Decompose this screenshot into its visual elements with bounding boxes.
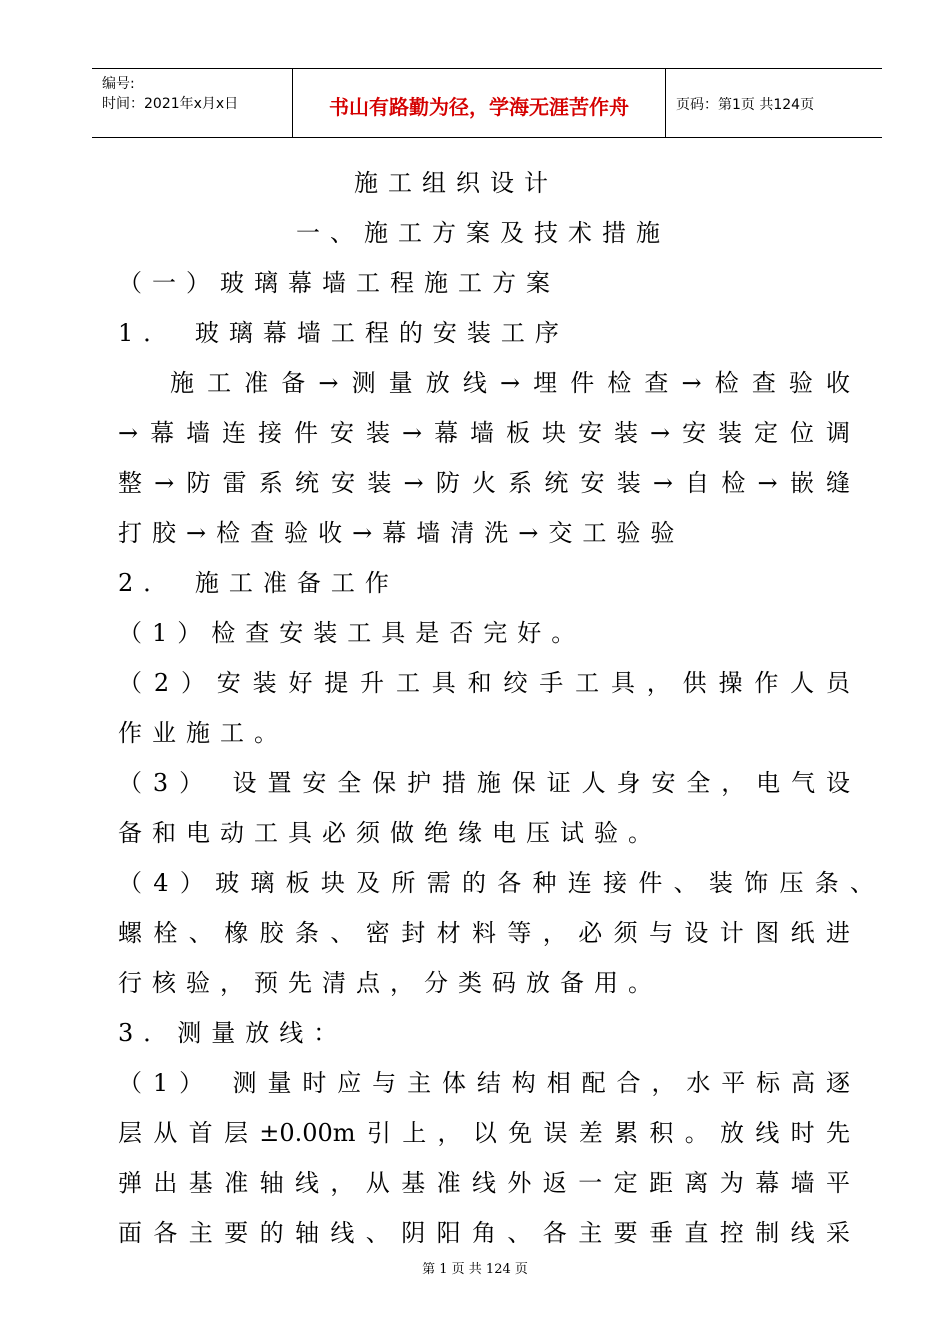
- document-title: 施工组织设计: [354, 169, 558, 197]
- paragraph-line: 作业施工。: [118, 719, 288, 747]
- document-time-label: 时间：2021年x月x日: [102, 96, 239, 112]
- item-1-heading: 1． 玻璃幕墙工程的安装工序: [118, 319, 569, 347]
- paragraph-line: 施工准备→测量放线→埋件检查→检查验收: [170, 369, 850, 397]
- paragraph-line: （4）玻璃板块及所需的各种连接件、装饰压条、: [118, 869, 874, 897]
- paragraph-line: 弹出基准轴线，从基准线外返一定距离为幕墙平: [118, 1169, 850, 1197]
- page-footer: 第 1 页 共 124 页: [422, 1262, 528, 1277]
- header-page-cell: [666, 69, 882, 137]
- paragraph-line: →幕墙连接件安装→幕墙板块安装→安装定位调: [118, 419, 850, 447]
- paragraph-line: 面各主要的轴线、阴阳角、各主要垂直控制线采: [118, 1219, 850, 1247]
- header-motto: 书山有路勤为径，学海无涯苦作舟: [329, 95, 629, 119]
- paragraph-line: （2）安装好提升工具和绞手工具，供操作人员: [118, 669, 850, 697]
- paragraph-line: 层从首层±0.00m引上，以免误差累积。放线时先: [118, 1119, 850, 1147]
- header-page-info: 页码：第1页 共124页: [676, 97, 815, 113]
- subsection-heading: （一）玻璃幕墙工程施工方案: [118, 269, 560, 297]
- paragraph-line: 行核验，预先清点，分类码放备用。: [118, 969, 662, 997]
- section-heading: 一、施工方案及技术措施: [296, 219, 670, 247]
- header-meta-cell: [92, 69, 293, 137]
- paragraph-line: （1） 测量时应与主体结构相配合，水平标高逐: [118, 1069, 850, 1097]
- document-number-label: 编号:: [102, 76, 135, 92]
- paragraph-line: （3） 设置安全保护措施保证人身安全，电气设: [118, 769, 850, 797]
- paragraph-line: 螺栓、橡胶条、密封材料等，必须与设计图纸进: [118, 919, 850, 947]
- paragraph-line: 备和电动工具必须做绝缘电压试验。: [118, 819, 662, 847]
- item-2-heading: 2． 施工准备工作: [118, 569, 399, 597]
- item-3-heading: 3．测量放线：: [118, 1019, 348, 1047]
- paragraph-line: 打胶→检查验收→幕墙清洗→交工验验: [118, 519, 685, 547]
- paragraph-line: （1）检查安装工具是否完好。: [118, 619, 586, 647]
- header-motto-cell: [293, 69, 666, 137]
- paragraph-line: 整→防雷系统安装→防火系统安装→自检→嵌缝: [118, 469, 850, 497]
- page-header: [92, 68, 882, 138]
